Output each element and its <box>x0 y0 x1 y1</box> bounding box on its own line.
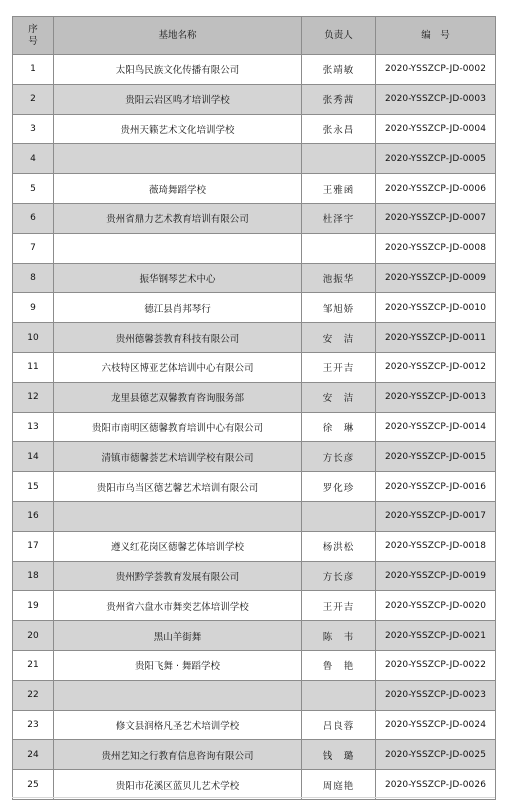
row-base-name: 六枝特区博亚艺体培训中心有限公司 <box>54 352 302 382</box>
table-body <box>13 55 496 800</box>
row-index: 12 <box>13 382 54 412</box>
row-person <box>302 144 376 174</box>
table-row <box>13 442 496 472</box>
row-code: 2020-YSSZCP-JD-0021 <box>376 621 496 651</box>
header-base-name: 基地名称 <box>54 17 302 55</box>
table-row <box>13 323 496 353</box>
row-person: 张靖敏 <box>302 55 376 85</box>
row-index: 2 <box>13 84 54 114</box>
row-base-name <box>54 144 302 174</box>
row-base-name: 遵义红花岗区德馨艺体培训学校 <box>54 531 302 561</box>
row-person: 吕良蓉 <box>302 710 376 740</box>
row-index: 3 <box>13 114 54 144</box>
row-code: 2020-YSSZCP-JD-0020 <box>376 591 496 621</box>
row-base-name: 贵阳市花溪区蓝贝儿艺术学校 <box>54 770 302 800</box>
row-index: 16 <box>13 501 54 531</box>
row-person: 罗化珍 <box>302 472 376 502</box>
row-code: 2020-YSSZCP-JD-0007 <box>376 203 496 233</box>
row-index: 17 <box>13 531 54 561</box>
row-index: 8 <box>13 263 54 293</box>
row-person: 张秀茜 <box>302 84 376 114</box>
row-index: 15 <box>13 472 54 502</box>
row-code: 2020-YSSZCP-JD-0010 <box>376 293 496 323</box>
row-code: 2020-YSSZCP-JD-0025 <box>376 740 496 770</box>
header-row <box>13 17 496 55</box>
row-base-name: 龙里县德艺双馨教育咨询服务部 <box>54 382 302 412</box>
row-base-name: 贵阳市南明区德馨教育培训中心有限公司 <box>54 412 302 442</box>
row-code: 2020-YSSZCP-JD-0012 <box>376 352 496 382</box>
row-index: 10 <box>13 323 54 353</box>
row-index: 20 <box>13 621 54 651</box>
table-row <box>13 203 496 233</box>
row-person: 杨洪松 <box>302 531 376 561</box>
table-row <box>13 352 496 382</box>
row-person: 池振华 <box>302 263 376 293</box>
row-code: 2020-YSSZCP-JD-0026 <box>376 770 496 800</box>
table-row <box>13 55 496 85</box>
header-index-line2: 号 <box>28 35 38 47</box>
row-code: 2020-YSSZCP-JD-0019 <box>376 561 496 591</box>
row-base-name: 贵州黔学荟教育发展有限公司 <box>54 561 302 591</box>
table-row <box>13 650 496 680</box>
table-row <box>13 770 496 800</box>
row-person: 徐 琳 <box>302 412 376 442</box>
row-person: 安 洁 <box>302 382 376 412</box>
row-code: 2020-YSSZCP-JD-0011 <box>376 323 496 353</box>
row-base-name: 贵州省六盘水市舞奕艺体培训学校 <box>54 591 302 621</box>
table-row <box>13 472 496 502</box>
row-base-name: 贵州省鼎力艺术教育培训有限公司 <box>54 203 302 233</box>
row-index: 24 <box>13 740 54 770</box>
row-index: 11 <box>13 352 54 382</box>
row-index: 13 <box>13 412 54 442</box>
row-code: 2020-YSSZCP-JD-0016 <box>376 472 496 502</box>
row-code: 2020-YSSZCP-JD-0003 <box>376 84 496 114</box>
row-index: 1 <box>13 55 54 85</box>
row-index: 21 <box>13 650 54 680</box>
row-person: 鲁 艳 <box>302 650 376 680</box>
table-row <box>13 412 496 442</box>
table-row <box>13 382 496 412</box>
row-index: 6 <box>13 203 54 233</box>
row-base-name: 太阳鸟民族文化传播有限公司 <box>54 55 302 85</box>
row-base-name: 振华钢琴艺术中心 <box>54 263 302 293</box>
row-person: 邹旭娇 <box>302 293 376 323</box>
row-code: 2020-YSSZCP-JD-0008 <box>376 233 496 263</box>
header-code: 编 号 <box>376 17 496 55</box>
table-row <box>13 501 496 531</box>
table-row <box>13 531 496 561</box>
row-code: 2020-YSSZCP-JD-0005 <box>376 144 496 174</box>
row-index: 19 <box>13 591 54 621</box>
row-code: 2020-YSSZCP-JD-0013 <box>376 382 496 412</box>
row-base-name <box>54 501 302 531</box>
row-base-name: 贵阳市乌当区德艺馨艺术培训有限公司 <box>54 472 302 502</box>
table-row <box>13 114 496 144</box>
table-row <box>13 740 496 770</box>
row-code: 2020-YSSZCP-JD-0002 <box>376 55 496 85</box>
row-base-name: 修文县润格凡圣艺术培训学校 <box>54 710 302 740</box>
row-code: 2020-YSSZCP-JD-0024 <box>376 710 496 740</box>
row-base-name <box>54 680 302 710</box>
row-person: 王开吉 <box>302 352 376 382</box>
row-base-name: 清镇市德馨荟艺术培训学校有限公司 <box>54 442 302 472</box>
row-base-name: 德江县肖邦琴行 <box>54 293 302 323</box>
row-code: 2020-YSSZCP-JD-0018 <box>376 531 496 561</box>
row-person: 杜泽宇 <box>302 203 376 233</box>
row-code: 2020-YSSZCP-JD-0023 <box>376 680 496 710</box>
table-row <box>13 233 496 263</box>
header-index-line1: 序 <box>28 23 38 35</box>
row-base-name <box>54 233 302 263</box>
row-person: 方长彦 <box>302 442 376 472</box>
table-row <box>13 293 496 323</box>
row-index: 7 <box>13 233 54 263</box>
table-header <box>13 17 496 55</box>
row-base-name: 薇琦舞蹈学校 <box>54 174 302 204</box>
bottom-divider <box>12 797 495 798</box>
table-row <box>13 680 496 710</box>
table-row <box>13 263 496 293</box>
row-person: 安 洁 <box>302 323 376 353</box>
table-row <box>13 591 496 621</box>
row-code: 2020-YSSZCP-JD-0004 <box>376 114 496 144</box>
row-person <box>302 233 376 263</box>
row-person <box>302 680 376 710</box>
table-row <box>13 621 496 651</box>
row-base-name: 贵阳飞舞 · 舞蹈学校 <box>54 650 302 680</box>
row-base-name: 黑山羊街舞 <box>54 621 302 651</box>
row-person: 王开吉 <box>302 591 376 621</box>
table-row <box>13 710 496 740</box>
row-person: 张永昌 <box>302 114 376 144</box>
row-index: 14 <box>13 442 54 472</box>
row-index: 22 <box>13 680 54 710</box>
header-person: 负责人 <box>302 17 376 55</box>
header-index <box>13 17 54 55</box>
row-person: 方长彦 <box>302 561 376 591</box>
row-person: 王雅函 <box>302 174 376 204</box>
row-index: 25 <box>13 770 54 800</box>
row-base-name: 贵州天籁艺术文化培训学校 <box>54 114 302 144</box>
table-row <box>13 84 496 114</box>
table-row <box>13 144 496 174</box>
row-base-name: 贵州艺知之行教育信息咨询有限公司 <box>54 740 302 770</box>
row-code: 2020-YSSZCP-JD-0015 <box>376 442 496 472</box>
row-base-name: 贵阳云岩区鸣才培训学校 <box>54 84 302 114</box>
base-list-table-container <box>12 16 495 800</box>
row-index: 9 <box>13 293 54 323</box>
row-base-name: 贵州德馨荟教育科技有限公司 <box>54 323 302 353</box>
row-code: 2020-YSSZCP-JD-0017 <box>376 501 496 531</box>
row-person: 钱 璐 <box>302 740 376 770</box>
row-index: 18 <box>13 561 54 591</box>
row-person: 陈 韦 <box>302 621 376 651</box>
row-person: 周庭艳 <box>302 770 376 800</box>
row-index: 4 <box>13 144 54 174</box>
row-code: 2020-YSSZCP-JD-0009 <box>376 263 496 293</box>
row-index: 5 <box>13 174 54 204</box>
row-code: 2020-YSSZCP-JD-0014 <box>376 412 496 442</box>
row-index: 23 <box>13 710 54 740</box>
base-list-table <box>12 16 496 800</box>
row-code: 2020-YSSZCP-JD-0022 <box>376 650 496 680</box>
row-person <box>302 501 376 531</box>
row-code: 2020-YSSZCP-JD-0006 <box>376 174 496 204</box>
table-row <box>13 561 496 591</box>
table-row <box>13 174 496 204</box>
